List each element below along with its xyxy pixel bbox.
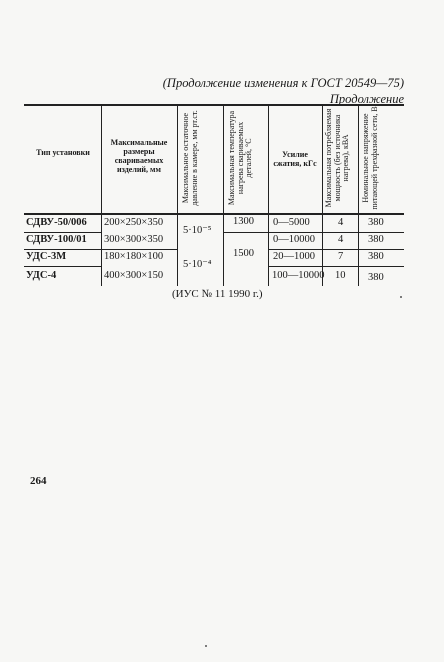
header-force: Усилие сжатия, кГс	[273, 150, 317, 168]
page-number: 264	[30, 475, 47, 487]
header-temperature: Максимальная температура нагрева свариваемых деталей, °С	[227, 110, 253, 206]
row-type: УДС-3М	[26, 251, 67, 262]
row-power: 4	[338, 234, 344, 245]
table-header-rule	[24, 213, 404, 215]
row-type: СДВУ-100/01	[26, 234, 87, 245]
header-power: Максимальная потребляемая мощность (без источника нагрева), кВА	[324, 108, 350, 208]
row-power: 4	[338, 217, 344, 228]
row-rule	[24, 249, 178, 250]
row-power: 7	[338, 251, 344, 262]
row-type: УДС-4	[26, 270, 57, 281]
temperature-value: 1300	[233, 216, 254, 227]
header-pressure: Максимальное остаточное давление в камере, мм рт.ст.	[181, 110, 199, 206]
row-force: 20—1000	[273, 251, 315, 262]
temp-divider	[223, 232, 269, 233]
row-voltage: 380	[368, 272, 384, 283]
col-divider	[322, 104, 323, 286]
col-divider	[177, 104, 178, 286]
header-sizes: Максимальные размеры свариваемых изделий, мм	[110, 138, 168, 174]
row-force: 100—10000	[272, 270, 325, 281]
header-type: Тип установки	[36, 148, 90, 157]
continuation-header: (Продолжение изменения к ГОСТ 20549—75)	[162, 76, 404, 90]
row-power: 10	[335, 270, 346, 281]
col-divider	[358, 104, 359, 286]
row-size: 180×180×100	[104, 251, 164, 262]
pressure-value: 5·10⁻⁵	[183, 225, 212, 236]
col-divider	[223, 104, 224, 286]
col-divider	[268, 104, 269, 286]
pressure-value: 5·10⁻⁴	[183, 259, 212, 270]
reference-note: (ИУС № 11 1990 г.)	[172, 288, 263, 300]
continuation-label: Продолжение	[329, 92, 404, 106]
row-size: 200×250×350	[104, 217, 164, 228]
row-rule	[24, 232, 102, 233]
row-type: СДВУ-50/006	[26, 217, 87, 228]
scan-speck	[400, 296, 402, 298]
row-force: 0—5000	[273, 217, 310, 228]
row-rule	[268, 266, 404, 267]
col-divider	[101, 104, 102, 286]
row-rule	[268, 232, 404, 233]
row-voltage: 380	[368, 251, 384, 262]
row-size: 300×300×350	[104, 234, 164, 245]
temperature-value: 1500	[233, 248, 254, 259]
row-voltage: 380	[368, 217, 384, 228]
header-voltage: Номинальное напряжение питающей трехфазной сети, В	[361, 106, 379, 210]
row-size: 400×300×150	[104, 270, 164, 281]
row-force: 0—10000	[273, 234, 315, 245]
scan-speck	[205, 645, 207, 647]
row-rule	[268, 249, 404, 250]
row-voltage: 380	[368, 234, 384, 245]
row-rule	[24, 266, 102, 267]
